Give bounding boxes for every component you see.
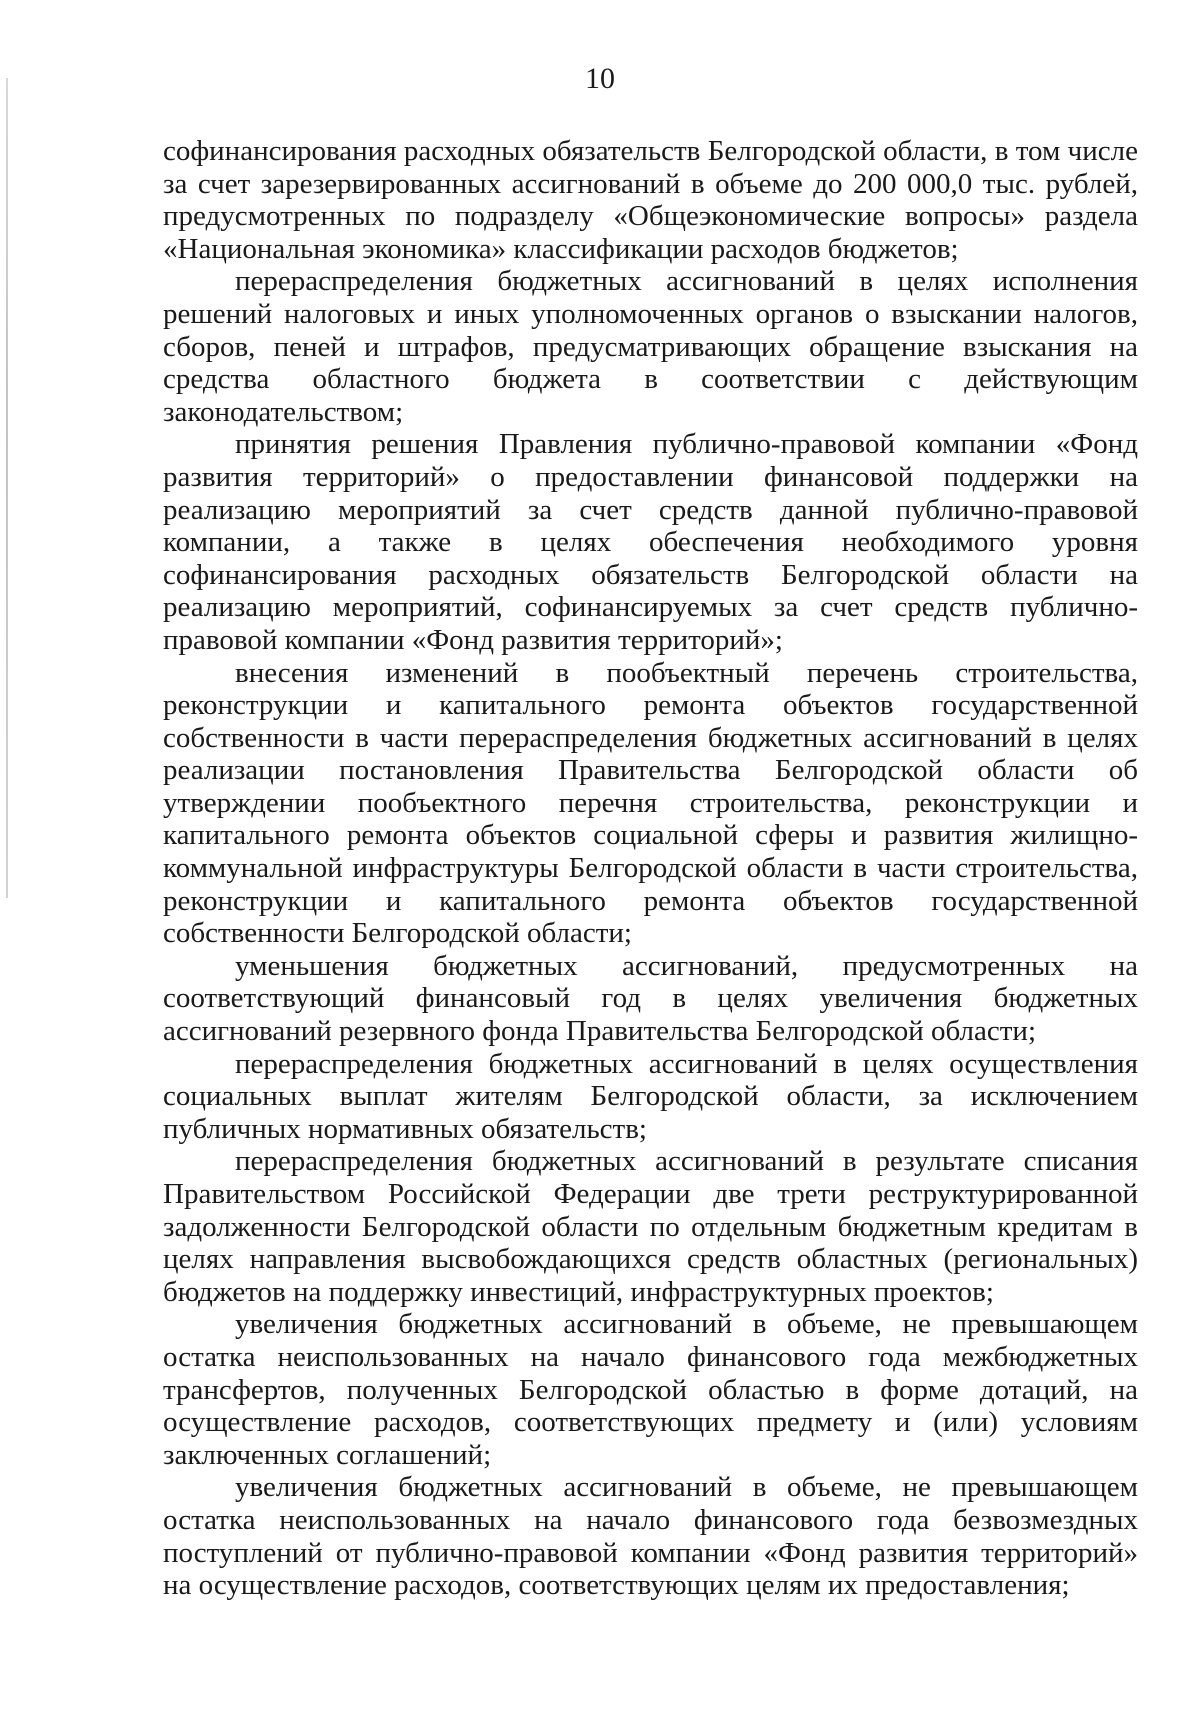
document-body xyxy=(163,135,1138,1602)
paragraph-social-payments: перераспределения бюджетных ассигнований в целях осуществления социальных выплат жителям Белгородской области, за исключением публичных нормативных обязательств; xyxy=(163,1047,1138,1145)
paragraph-construction-list-changes: внесения изменений в пообъектный перечень строительства, реконструкции и капитального ремонта объектов государственной собственности в части перераспределения бюджетных ассигнований в целях реализации постановления Правительства Белгородской области об утверждении пообъектного перечня строительства, реконструкции и капитального ремонта объектов социальной сферы и развития жилищно-коммунальной инфраструктуры Белгородской области в части строительства, реконструкции и капитального ремонта объектов государственной собственности Белгородской области; xyxy=(163,656,1138,950)
paragraph-reallocation-tax-decisions: перераспределения бюджетных ассигнований в целях исполнения решений налоговых и иных уполномоченных органов о взыскании налогов, сборов, пеней и штрафов, предусматривающих обращение взыскания на средства областного бюджета в соответствии с действующим законодательством; xyxy=(163,265,1138,428)
paragraph-fund-receipts-remainder: увеличения бюджетных ассигнований в объеме, не превышающем остатка неиспользованных на начало финансового года безвозмездных поступлений от публично-правовой компании «Фонд развития территорий» на осуществление расходов, соответствующих целям их предоставления; xyxy=(163,1471,1138,1602)
paragraph-territory-development-fund: принятия решения Правления публично-правовой компании «Фонд развития территорий» о предоставлении финансовой поддержки на реализацию мероприятий за счет средств данной публично-правовой компании, а также в целях обеспечения необходимого уровня софинансирования расходных обязательств Белгородской области на реализацию мероприятий, софинансируемых за счет средств публично-правовой компании «Фонд развития территорий»; xyxy=(163,428,1138,656)
paragraph-transfers-remainder: увеличения бюджетных ассигнований в объеме, не превышающем остатка неиспользованных на начало финансового года межбюджетных трансфертов, полученных Белгородской областью в форме дотаций, на осуществление расходов, соответствующих предмету и (или) условиям заключенных соглашений; xyxy=(163,1308,1138,1471)
page-number: 10 xyxy=(585,62,615,95)
paragraph-continuation: софинансирования расходных обязательств Белгородской области, в том числе за счет зарезервированных ассигнований в объеме до 200 000,0 тыс. рублей, предусмотренных по подразделу «Общеэкономические вопросы» раздела «Национальная экономика» классификации расходов бюджетов; xyxy=(163,135,1138,265)
scan-binding-edge xyxy=(6,78,8,898)
paragraph-debt-write-off: перераспределения бюджетных ассигнований в результате списания Правительством Российской Федерации две трети реструктурированной задолженности Белгородской области по отдельным бюджетным кредитам в целях направления высвобождающихся средств областных (региональных) бюджетов на поддержку инвестиций, инфраструктурных проектов; xyxy=(163,1145,1138,1308)
paragraph-reserve-fund: уменьшения бюджетных ассигнований, предусмотренных на соответствующий финансовый год в целях увеличения бюджетных ассигнований резервного фонда Правительства Белгородской области; xyxy=(163,949,1138,1048)
